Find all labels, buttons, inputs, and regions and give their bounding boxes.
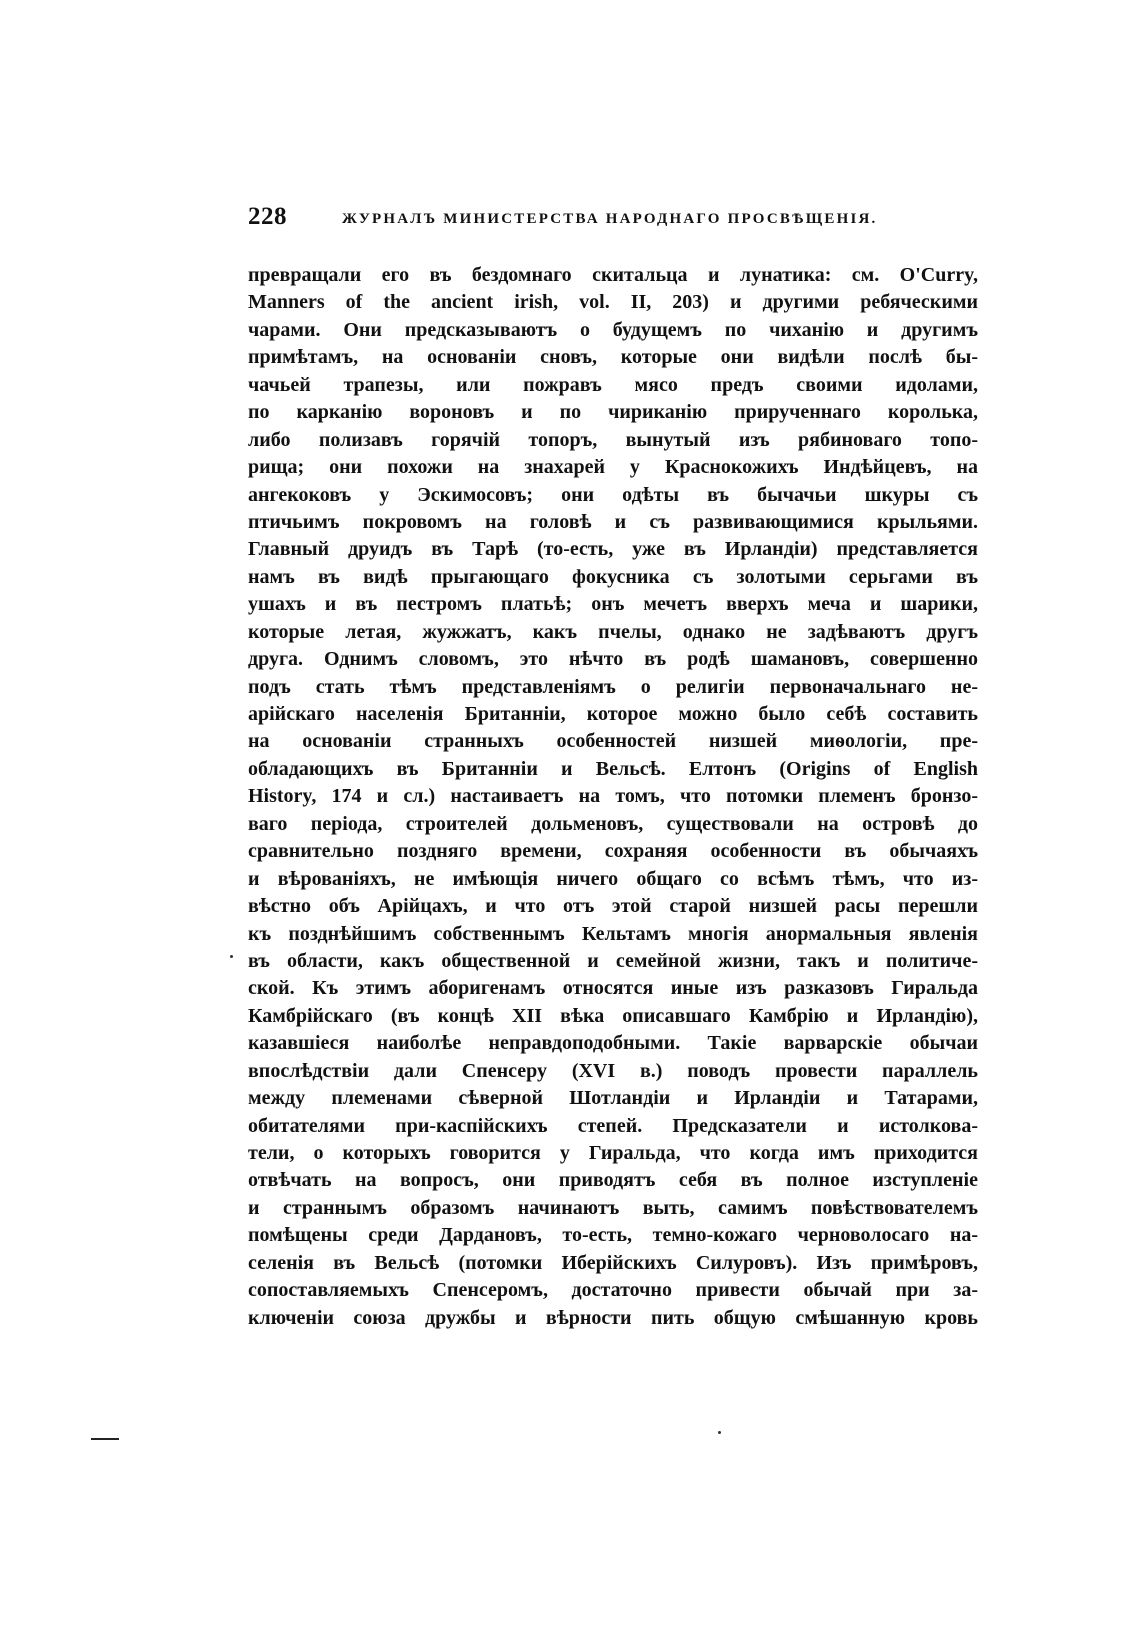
text-line: арійскаго населенія Британніи, которое можно было себѣ составить	[248, 703, 978, 725]
text-line: ваго періода, строителей дольменовъ, существовали на островѣ до	[248, 812, 978, 835]
body-text	[248, 262, 978, 1332]
journal-title: ЖУРНАЛЪ МИНИСТЕРСТВА НАРОДНАГО ПРОСВѢЩЕНІЯ.	[342, 211, 878, 227]
text-line: тели, о которыхъ говорится у Гиральда, что когда имъ приходится	[248, 1142, 978, 1164]
text-line: Manners of the ancient irish, vol. II, 203) и другими ребяческими	[248, 291, 978, 314]
text-line: помѣщены среди Дардановъ, то-есть, темно-кожаго черноволосаго на-	[248, 1224, 978, 1247]
text-line: селенія въ Вельсѣ (потомки Иберійскихъ Силуровъ). Изъ примѣровъ,	[248, 1251, 978, 1274]
text-line: обитателями при-каспійскихъ степей. Предсказатели и истолкова-	[248, 1114, 978, 1137]
text-line: между племенами сѣверной Шотландіи и Ирландіи и Татарами,	[248, 1087, 978, 1110]
text-line: ушахъ и въ пестромъ платьѣ; онъ мечетъ вверхъ меча и шарики,	[248, 593, 978, 616]
text-line: къ позднѣйшимъ собственнымъ Кельтамъ многія анормальныя явленія	[248, 922, 978, 945]
text-line: Камбрійскаго (въ концѣ XII вѣка описавшаго Камбрію и Ирландію),	[248, 1004, 978, 1027]
text-line: сопоставляемыхъ Спенсеромъ, достаточно привести обычай при за-	[248, 1279, 978, 1302]
edge-rule-mark	[91, 1438, 119, 1440]
text-line: и страннымъ образомъ начинаютъ выть, самимъ повѣствователемъ	[248, 1196, 978, 1219]
text-line: по карканію вороновъ и по чириканію прирученнаго королька,	[248, 401, 978, 424]
text-line: ангекоковъ у Эскимосовъ; они одѣты въ бычачьи шкуры съ	[248, 483, 978, 506]
margin-dot	[230, 955, 233, 958]
text-line: примѣтамъ, на основаніи сновъ, которые они видѣли послѣ бы-	[248, 346, 978, 369]
text-line: Главный друидъ въ Тарѣ (то-есть, уже въ Ирландіи) представляется	[248, 538, 978, 561]
text-line: чарами. Они предсказываютъ о будущемъ по чиханію и другимъ	[248, 318, 978, 341]
text-line: и вѣрованіяхъ, не имѣющія ничего общаго со всѣмъ тѣмъ, что из-	[248, 867, 978, 890]
text-line: либо полизавъ горячій топоръ, вынутый изъ рябиноваго топо-	[248, 428, 978, 451]
text-line: въ области, какъ общественной и семейной жизни, такъ и политиче-	[248, 949, 978, 972]
page-number: 228	[248, 203, 287, 230]
text-line: подъ стать тѣмъ представленіямъ о религіи первоначальнаго не-	[248, 675, 978, 698]
text-line: сравнительно поздняго времени, сохраняя особенности въ обычаяхъ	[248, 840, 978, 863]
text-line: птичьимъ покровомъ на головѣ и съ развивающимися крыльями.	[248, 510, 978, 533]
text-line: намъ въ видѣ прыгающаго фокусника съ золотыми серьгами въ	[248, 565, 978, 588]
text-line: друга. Однимъ словомъ, это нѣчто въ родѣ шамановъ, совершенно	[248, 648, 978, 671]
text-line: казавшіеся наиболѣе неправдоподобными. Такіе варварскіе обычаи	[248, 1032, 978, 1055]
text-line: History, 174 и сл.) настаиваетъ на томъ, что потомки племенъ бронзо-	[248, 785, 978, 808]
text-line: ской. Къ этимъ аборигенамъ относятся иные изъ разказовъ Гиральда	[248, 977, 978, 1000]
text-line: которые летая, жужжатъ, какъ пчелы, однако не задѣваютъ другъ	[248, 620, 978, 643]
text-line: на основаніи странныхъ особенностей низшей миѳологіи, пре-	[248, 730, 978, 753]
text-line: чачьей трапезы, или пожравъ мясо предъ своими идолами,	[248, 373, 978, 396]
text-line: превращали его въ бездомнаго скитальца и лунатика: см. O'Curry,	[248, 264, 978, 286]
running-head	[248, 203, 978, 243]
text-line: обладающихъ въ Британніи и Вельсѣ. Елтонъ (Origins of English	[248, 757, 978, 780]
text-line: впослѣдствіи дали Спенсеру (XVI в.) поводъ провести параллель	[248, 1059, 978, 1082]
ink-speck	[718, 1431, 721, 1434]
text-line: рища; они похожи на знахарей у Краснокожихъ Индѣйцевъ, на	[248, 456, 978, 479]
text-line: ключеніи союза дружбы и вѣрности пить общую смѣшанную кровь	[248, 1306, 978, 1329]
text-line: вѣстно объ Арійцахъ, и что отъ этой старой низшей расы перешли	[248, 895, 978, 918]
text-line: отвѣчать на вопросъ, они приводятъ себя въ полное изступленіе	[248, 1169, 978, 1192]
